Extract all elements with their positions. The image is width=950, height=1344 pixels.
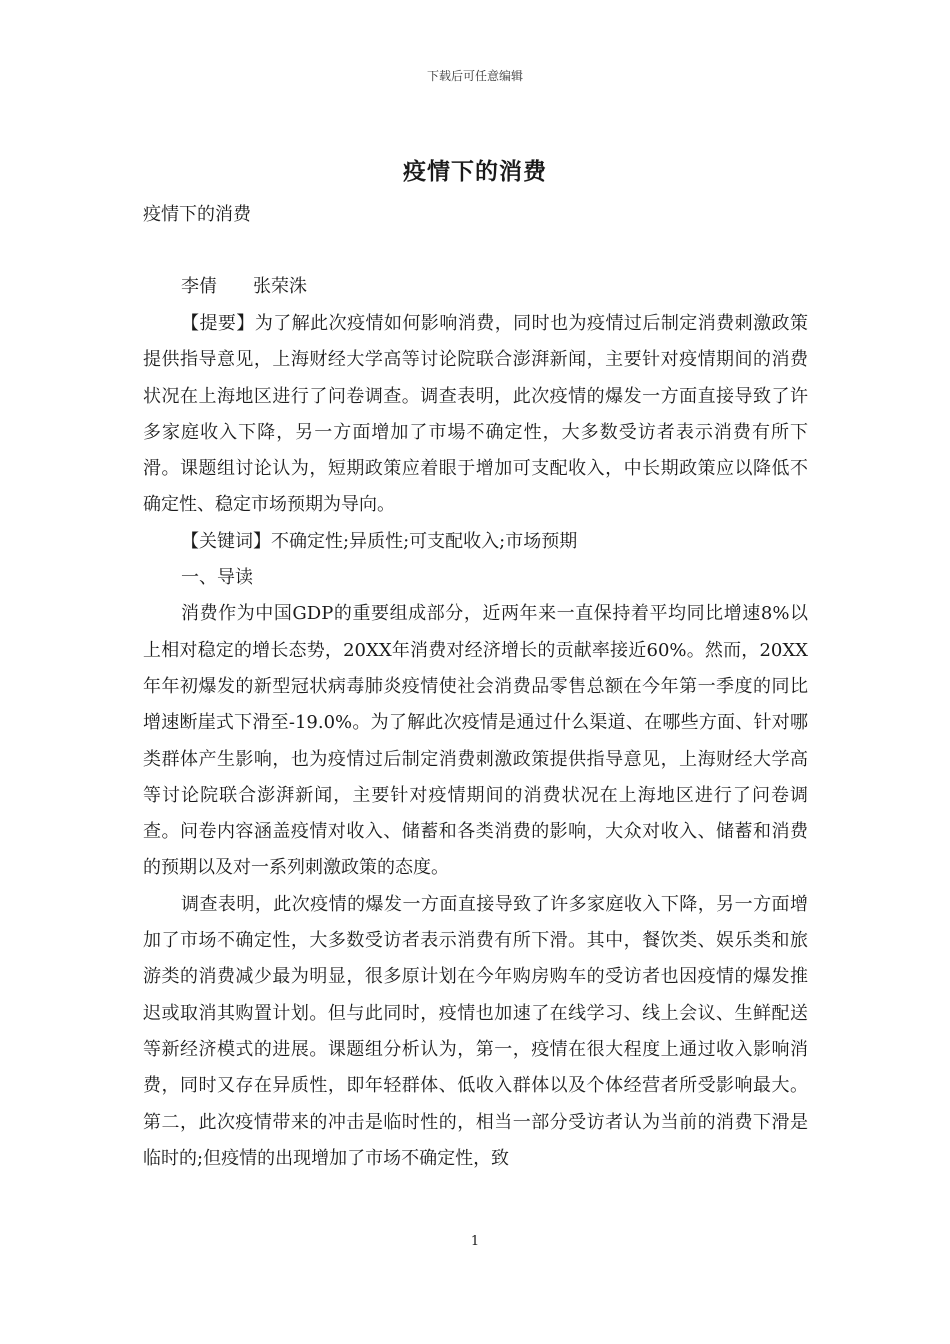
document-body <box>143 306 808 1177</box>
author-line: 李倩 张荣洙 <box>181 276 307 297</box>
keywords-paragraph: 【关键词】不确定性;异质性;可支配收入;市场预期 <box>181 530 578 552</box>
document-subtitle: 疫情下的消费 <box>143 204 251 225</box>
section-heading: 一、导读 <box>181 567 253 589</box>
document-title: 疫情下的消费 <box>403 159 547 185</box>
page-number: 1 <box>470 1234 480 1249</box>
body-paragraph: 调查表明，此次疫情的爆发一方面直接导致了许多家庭收入下降，另一方面增加了市场不确定性，大多数受访者表示消费有所下滑。其中，餐饮类、娱乐类和旅游类的消费减少最为明显，很多原计划在今年购房购车的受访者也因疫情的爆发推迟或取消其购置计划。但与此同时，疫情也加速了在线学习、线上会议、生鲜配送等新经济模式的进展。课题组分析认为，第一，疫情在很大程度上通过收入影响消费，同时又存在异质性，即年轻群体、低收入群体以及个体经营者所受影响最大。第二，此次疫情带来的冲击是临时性的，相当一部分受访者认为当前的消费下滑是临时的;但疫情的出现增加了市场不确定性，致 <box>143 893 808 1169</box>
abstract-paragraph: 【提要】为了解此次疫情如何影响消费，同时也为疫情过后制定消费刺激政策提供指导意见，上海财经大学高等讨论院联合澎湃新闻，主要针对疫情期间的消费状况在上海地区进行了问卷调查。调查表明，此次疫情的爆发一方面直接导致了许多家庭收入下降，另一方面增加了市場不确定性，大多数受访者表示消费有所下滑。课题组讨论认为，短期政策应着眼于增加可支配收入，中长期政策应以降低不确定性、稳定市场预期为导向。 <box>143 313 808 516</box>
body-paragraph: 消费作为中国GDP的重要组成部分，近两年来一直保持着平均同比增速8%以上相对稳定的增长态势，20XX年消费对经济增长的贡献率接近60%。然而，20XX年年初爆发的新型冠状病毒肺炎疫情使社会消费品零售总额在今年第一季度的同比增速断崖式下滑至-19.0%。为了解此次疫情是通过什么渠道、在哪些方面、针对哪类群体产生影响，也为疫情过后制定消费刺激政策提供指导意见，上海财经大学高等讨论院联合澎湃新闻，主要针对疫情期间的消费状况在上海地区进行了问卷调查。问卷内容涵盖疫情对收入、储蓄和各类消费的影响，大众对收入、储蓄和消费的预期以及对一系列刺激政策的态度。 <box>143 603 808 879</box>
page-header: 下载后可任意编辑 <box>426 69 523 83</box>
